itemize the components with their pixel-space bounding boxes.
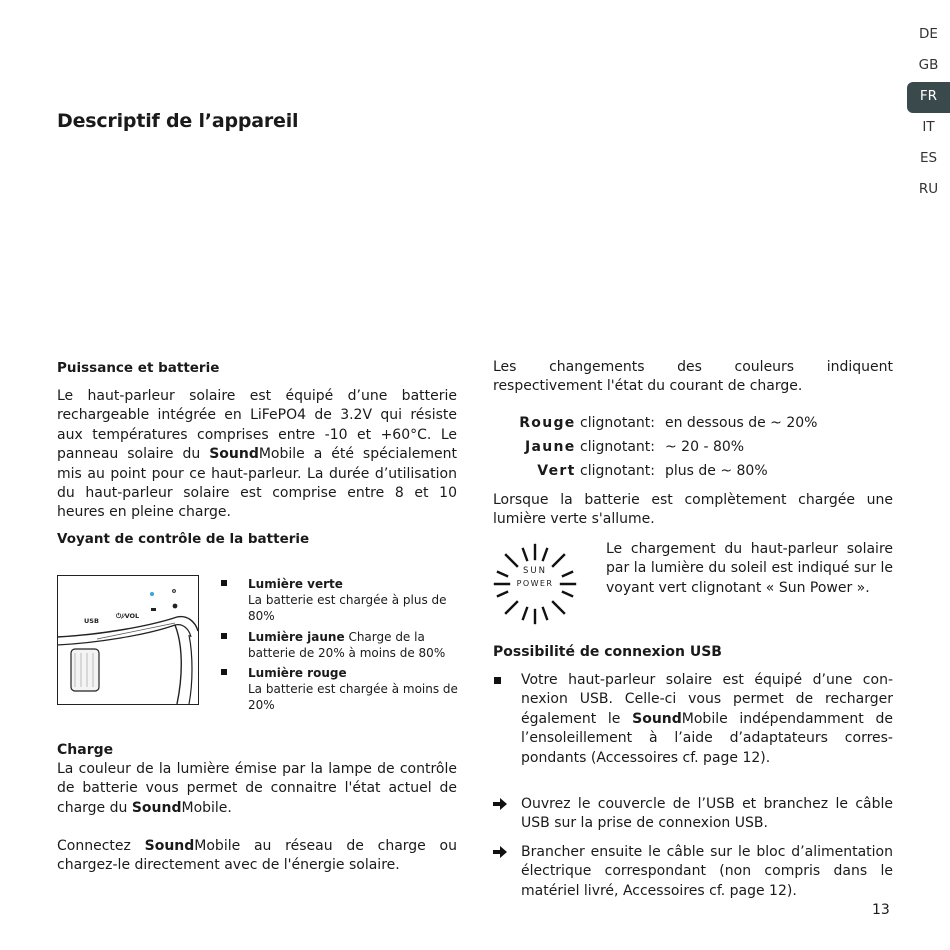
- device-drawing: [57, 575, 199, 705]
- bullet-square-icon: [221, 580, 227, 586]
- step-2-text: Brancher ensuite le câble sur le bloc d’alimentation électrique correspondant (non compris dans le matériel livré, Accessoires cf. page 12).: [521, 844, 893, 899]
- led-item-green: Lumière verte La batterie est chargée à plus de 80%: [218, 576, 458, 625]
- usb-heading: Possibilité de connexion USB: [493, 644, 722, 660]
- connect-paragraph: Connectez SoundMobile au réseau de charge ou chargez-le directement avec de l'énergie solaire.: [57, 838, 457, 874]
- brand-sound: Sound: [632, 710, 682, 727]
- sun-power-paragraph: Le chargement du haut-parleur solaire par la lumière du soleil est indiqué sur le voyant vert clignotant « Sun Power ».: [606, 541, 893, 596]
- color-row-yellow: Jaune clignotant: ~ 20 - 80%: [525, 439, 745, 455]
- power-label: POWER: [516, 579, 554, 588]
- led-item-red: Lumière rouge La batterie est chargée à moins de 20%: [218, 665, 458, 714]
- intro-paragraph: Les changements des couleurs indiquent respectivement l'état du courant de charge.: [493, 359, 893, 395]
- language-tabs: [907, 20, 950, 206]
- led-list: [218, 576, 458, 718]
- page-title: Descriptif de l’appareil: [57, 110, 299, 132]
- brand-sound: Sound: [131, 799, 182, 816]
- lang-tab-es[interactable]: ES: [919, 150, 938, 166]
- brand-sound: Sound: [144, 838, 195, 854]
- page-number: 13: [872, 902, 890, 918]
- brand-sound: Sound: [209, 446, 259, 463]
- color-row-green: Vert clignotant: plus de ~ 80%: [537, 463, 768, 479]
- led-item-yellow: Lumière jaune Charge de la batterie de 20% à moins de 80%: [218, 629, 458, 661]
- bullet-square-icon: [221, 669, 227, 675]
- power-vol-label: ⏻/⁄VOL: [116, 612, 140, 620]
- device-illustration: [57, 575, 199, 705]
- lang-tab-ru[interactable]: RU: [918, 181, 939, 197]
- power-heading: Puissance et batterie: [57, 360, 220, 376]
- charge-paragraph: La couleur de la lumière émise par la lampe de contrôle de batterie vous permet de connaitre l'état actuel de charge du SoundMobile.: [57, 761, 457, 816]
- bullet-square-icon: [221, 633, 227, 639]
- sun-label: SUN: [523, 566, 547, 576]
- charge-heading: Charge: [57, 742, 114, 758]
- bullet-square-icon: [494, 677, 501, 684]
- lang-tab-gb[interactable]: GB: [918, 57, 939, 73]
- lang-tab-fr[interactable]: FR: [907, 82, 950, 113]
- color-row-red: Rouge clignotant: en dessous de ~ 20%: [519, 415, 818, 431]
- arrow-right-icon: [493, 798, 507, 810]
- usb-paragraph: Votre haut-parleur solaire est équipé d’une con- nexion USB. Celle-ci vous permet de recharger également le SoundMobile indépendamment de l’ensoleillement à l’aide d’adaptateurs corres- pondants (Accessoires cf. page 12).: [521, 672, 893, 766]
- lang-tab-it[interactable]: IT: [922, 119, 935, 135]
- full-charge-paragraph: Lorsque la batterie est complètement chargée une lumière verte s'allume.: [493, 492, 893, 528]
- step-1-text: Ouvrez le couvercle de l’USB et branchez le câble USB sur la prise de connexion USB.: [521, 796, 893, 832]
- power-paragraph: Le haut-parleur solaire est équipé d’une batterie rechargeable intégrée en LiFePO4 de 3.2V qui résiste aux températures comprises entre -10 et +60°C. Le panneau solaire du SoundMobile a été spécialement mis au point pour ce haut-parleur. La durée d’utilisation du haut-parleur solaire est comprise entre 8 et 10 heures en pleine charge.: [57, 388, 457, 521]
- lang-tab-de[interactable]: DE: [919, 26, 938, 42]
- indicator-heading: Voyant de contrôle de la batterie: [57, 531, 310, 547]
- sun-power-icon: [493, 542, 577, 626]
- usb-port-label: USB: [84, 617, 99, 625]
- arrow-right-icon: [493, 846, 507, 858]
